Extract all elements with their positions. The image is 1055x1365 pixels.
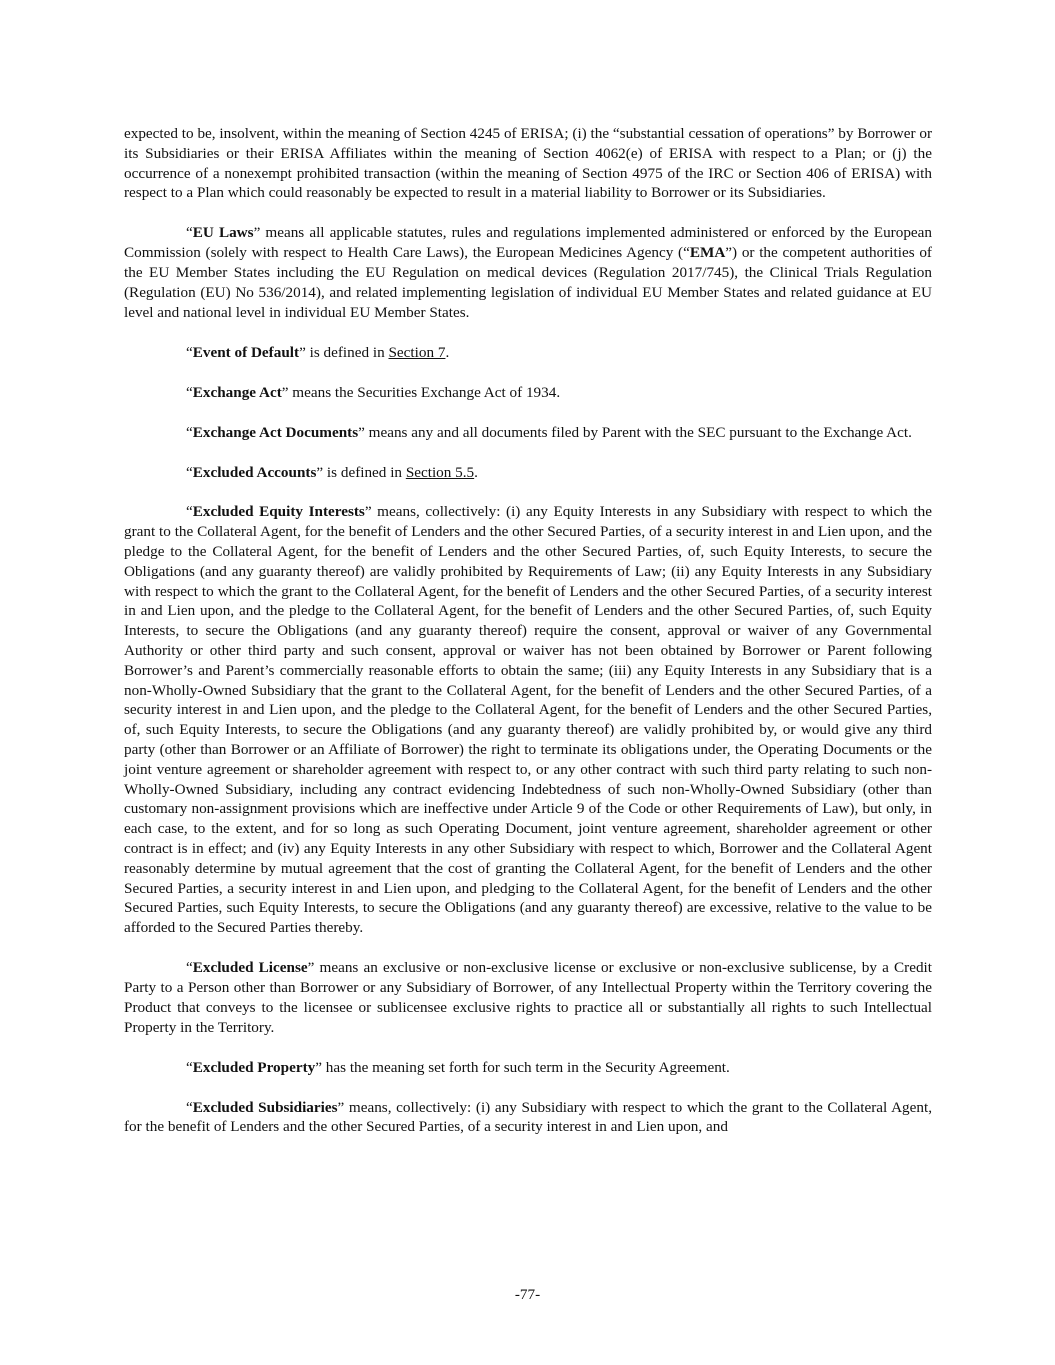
paragraph-text: expected to be, insolvent, within the meaning of Section 4245 of ERISA; (i) the “substantial cessation of operations” by Borrower or its Subsidiaries or their ERISA Affiliates within the meaning of Section 4062(e) of ERISA with respect to a Plan; or (j) the occurrence of a nonexempt prohibited transaction (within the meaning of Section 4975 of the IRC or Section 406 of ERISA) with respect to a Plan which could reasonably be expected to result in a material liability to Borrower or its Subsidiaries. (124, 125, 932, 202)
paragraph-text: ” is defined in (316, 463, 406, 481)
paragraph-text: ” is defined in (299, 343, 389, 361)
defined-term: Event of Default (192, 343, 300, 361)
defined-term: Exchange Act Documents (192, 423, 359, 441)
definition-excluded-license (124, 958, 932, 1037)
page-number: -77- (514, 1286, 541, 1303)
defined-term: Excluded Subsidiaries (192, 1098, 338, 1116)
section-reference[interactable]: Section 7 (388, 343, 446, 361)
paragraph-text: “ (186, 1058, 193, 1076)
paragraph-text: “ (186, 343, 193, 361)
paragraph-text: ” means, collectively: (i) any Equity Interests in any Subsidiary with respect to which the grant to the Collateral Agent, for the benefit of Lenders and the other Secured Parties, of a security interest in and Lien upon, and the pledge to the Collateral Agent, for the benefit of Lenders and the other Secured Parties, of, such Equity Interests, to secure the Obligations (and any guaranty thereof) are validly prohibited by Requirements of Law; (ii) any Equity Interests in any Subsidiary with respect to which the grant to the Collateral Agent, for the benefit of Lenders and the other Secured Parties, of a security interest in and Lien upon, and the pledge to the Collateral Agent, for the benefit of Lenders and the other Secured Parties, of, such Equity Interests, to secure the Obligations (and any guaranty thereof) require the consent, approval or waiver of any Governmental Authority or other third party and such consent, approval or waiver has not been obtained by Borrower or Parent following Borrower’s and Parent’s commercially reasonable efforts to obtain the same; (iii) any Equity Interests in any Subsidiary that is a non-Wholly-Owned Subsidiary that the grant to the Collateral Agent, for the benefit of Lenders and the other Secured Parties, of a security interest in and Lien upon, and the pledge to the Collateral Agent, for the benefit of Lenders and the other Secured Parties, of, such Equity Interests, to secure the Obligations (and any guaranty thereof) are validly prohibited by, or would give any third party (other than Borrower or an Affiliate of Borrower) the right to terminate its obligations under, the Operating Documents or the joint venture agreement or shareholder agreement with respect to, or any other contract with such third party relating to such non-Wholly-Owned Subsidiary, including any contract evidencing Indebtedness of such non-Wholly-Owned Subsidiary (other than customary non-assignment provisions which are ineffective under Article 9 of the Code or other Requirements of Law), but only, in each case, to the extent, and for so long as such Operating Document, joint venture agreement, shareholder agreement or other contract is in effect; and (iv) any Equity Interests in any other Subsidiary with respect to which, Borrower and the Collateral Agent reasonably determine by mutual agreement that the cost of granting the Collateral Agent, for the benefit of Lenders and the other Secured Parties, a security interest in and Lien upon, and pledging to the Collateral Agent, for the benefit of Lenders and the other Secured Parties, such Equity Interests, to secure the Obligations (and any guaranty thereof) are excessive, relative to the value to be afforded to the Secured Parties thereby. (124, 503, 932, 937)
paragraph-text: “ (186, 1098, 193, 1116)
defined-term: EMA (689, 244, 726, 262)
defined-term: Excluded Property (192, 1058, 316, 1076)
definition-excluded-equity-interests (124, 502, 932, 938)
defined-term: Excluded License (192, 959, 308, 977)
paragraph-text: ” means an exclusive or non-exclusive license or exclusive or non-exclusive sublicense, by a Credit Party to a Person other than Borrower or any Subsidiary of Borrower, of any Intellectual Property within the Territory covering the Product that conveys to the licensee or sublicensee exclusive rights to practice all or substantially all rights to such Intellectual Property in the Territory. (124, 959, 932, 1036)
paragraph-text: ” means any and all documents filed by Parent with the SEC pursuant to the Exchange Act. (358, 423, 912, 441)
paragraph-text: “ (186, 423, 193, 441)
section-reference[interactable]: Section 5.5 (405, 463, 475, 481)
paragraph-text: “ (186, 383, 193, 401)
defined-term: Exchange Act (192, 383, 282, 401)
paragraph-text: ”) or the competent authorities of the EU Member States including the EU Regulation on medical devices (Regulation 2017/745), the Clinical Trials Regulation (Regulation (EU) No 536/2014), and related implementing legislation of individual EU Member States and related guidance at EU level and national level in individual EU Member States. (124, 244, 932, 321)
definition-excluded-accounts (124, 463, 932, 483)
paragraph-text: “ (186, 959, 193, 977)
paragraph-text: “ (186, 463, 193, 481)
definition-eu-laws (124, 223, 932, 322)
paragraph-text: ” means, collectively: (i) any Subsidiary with respect to which the grant to the Collateral Agent, for the benefit of Lenders and the other Secured Parties, of a security interest in and Lien upon, and (124, 1098, 932, 1136)
paragraph-text: . (445, 343, 450, 361)
definition-excluded-subsidiaries (124, 1098, 932, 1138)
paragraph-text: “ (186, 503, 193, 521)
paragraph-text: ” means the Securities Exchange Act of 1934. (281, 383, 561, 401)
definition-exchange-act-documents (124, 423, 932, 443)
definition-excluded-property (124, 1058, 932, 1078)
defined-term: Excluded Equity Interests (192, 503, 365, 521)
paragraph-text: ” has the meaning set forth for such term in the Security Agreement. (315, 1058, 730, 1076)
paragraph-text: “ (186, 224, 193, 242)
defined-term: Excluded Accounts (192, 463, 317, 481)
document-body (124, 124, 932, 1157)
paragraph-text: . (474, 463, 478, 481)
paragraph-continuation (124, 124, 932, 203)
definition-event-of-default (124, 343, 932, 363)
defined-term: EU Laws (192, 224, 254, 242)
definition-exchange-act (124, 383, 932, 403)
paragraph-text: ” means all applicable statutes, rules and regulations implemented administered or enforced by the European Commission (solely with respect to Health Care Laws), the European Medicines Agency (“ (124, 224, 932, 262)
